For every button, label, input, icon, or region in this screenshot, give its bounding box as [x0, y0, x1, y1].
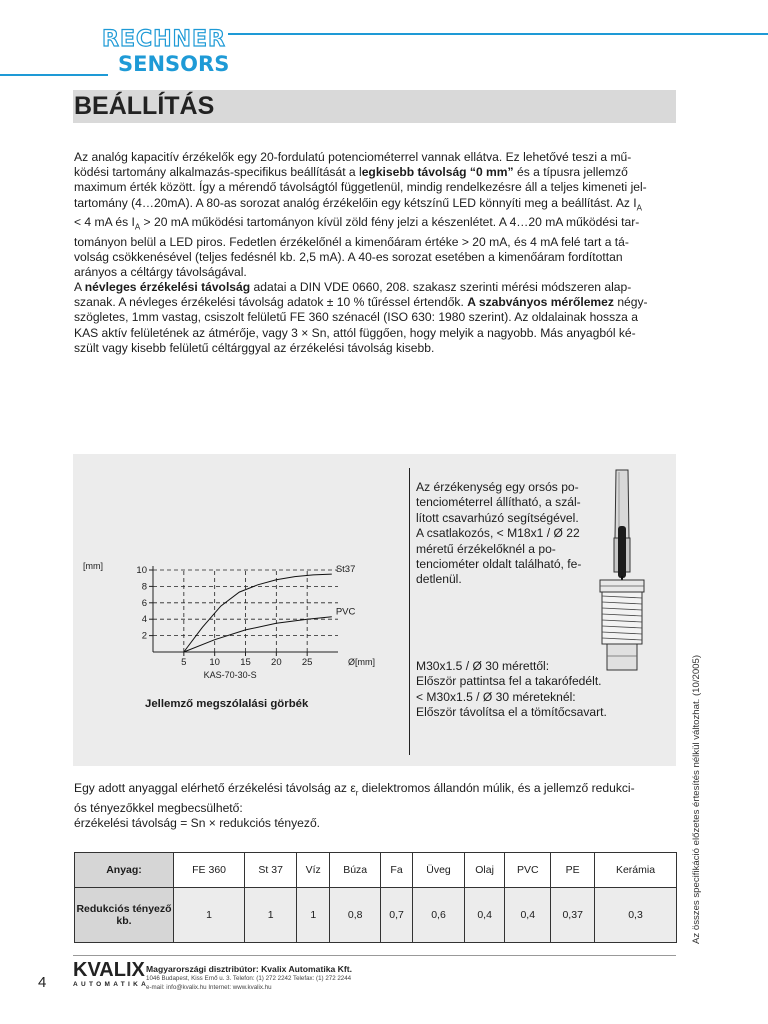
page-number: 4: [38, 974, 47, 991]
series-label-st37: St37: [335, 564, 356, 576]
table-header-cell: PVC: [505, 853, 551, 888]
chart-caption: Jellemző megszólalási görbék: [145, 698, 309, 710]
table-cell: 0,6: [412, 888, 464, 943]
table-cell: 1: [297, 888, 330, 943]
x-tick-label: 20: [271, 657, 282, 668]
x-tick-label: 15: [240, 657, 251, 668]
series-line-pvc: [184, 617, 332, 652]
brand-logo-sensors: SENSORS: [118, 52, 230, 76]
series-line-st37: [184, 574, 332, 652]
table-cell: 1: [174, 888, 245, 943]
table-header-cell: Anyag:: [75, 853, 174, 888]
x-tick-label: 10: [209, 657, 220, 668]
specification-disclaimer: Az összes specifikáció előzetes értesítés nélkül változhat. (10/2005): [691, 654, 702, 944]
y-tick-label: 6: [141, 597, 147, 609]
x-tick-label: 25: [301, 657, 313, 668]
reduction-factor-table: [74, 852, 677, 943]
response-curve-chart: [73, 540, 403, 690]
reduction-factor-paragraph: Egy adott anyaggal elérhető érzékelési távolság az $\varepsilon_r$ dielektromos állandón múlik, és a jellemző redukci- ós tényezőkkel megbecsülhető: érzékelési távolság = Sn × redukciós tényező.: [74, 781, 635, 830]
distributor-contact: e-mail: info@kvalix.hu Internet: www.kvalix.hu: [146, 984, 272, 991]
table-header-cell: Kerámia: [595, 853, 677, 888]
sensor-screwdriver-illustration: [580, 468, 670, 678]
x-tick-label: 5: [181, 657, 187, 668]
intro-paragraph: Az analóg kapacitív érzékelők egy 20-fordulatú potenciométerrel vannak ellátva. Ez lehetővé teszi a mű- ködési tartomány alkalmazás-specifikus beállítását a legkisebb távolság “0 mm” és a típusra jellemző maximum érték között. Így a mérendő távolságtól függetlenül, mindig rendelkezésre áll a teljes kimeneti jel- tartomány (4…20mA). A 80-as sorozat analóg érzékelőin egy kétszínű LED könnyíti meg a beállítást. Az $I_A$ < 4 mA és $I_A > 20$ mA működési tartományon kívül zöld fény jelzi a készenlétet. A 4…20 mA működési tar- tományon belül a LED piros. Fedetlen érzékelőnél a kimenőáram értéke > 20 mA, és 4 mA felé tart a tá- volság csökkenésével (teljes fedésnél kb. 2,5 mA). A 40-es sorozat esetében a kimenőáram fordítottan arányos a céltárgy távolságával.: [74, 150, 647, 280]
header-rule: [228, 33, 768, 35]
table-header-cell: Üveg: [412, 853, 464, 888]
logo-underline: [0, 74, 108, 76]
footer-rule: [73, 955, 676, 956]
table-row-label: Redukciós tényező kb.: [75, 888, 174, 943]
model-label: KAS-70-30-S: [203, 670, 257, 680]
distributor-name: Magyarországi disztribútor: Kvalix Automatika Kft.: [146, 964, 352, 974]
adjustment-description: Az érzékenység egy orsós po- tenciométerrel állítható, a szál- lított csavarhúzó segítségével. A csatlakozós, < M18x1 / Ø 22 méretű érzékelőknél a po- tenciométer oldalt található, fe- detlenül.: [416, 480, 582, 587]
table-cell: 0,4: [465, 888, 505, 943]
y-axis-label: [mm]: [83, 561, 103, 571]
table-cell: 0,37: [551, 888, 595, 943]
table-cell: 0,4: [505, 888, 551, 943]
table-cell: 0,7: [381, 888, 413, 943]
figure-divider: [409, 468, 410, 755]
table-header-cell: St 37: [245, 853, 297, 888]
table-row: [75, 888, 677, 943]
table-header-cell: Olaj: [465, 853, 505, 888]
brand-logo-rechner: RECHNER: [102, 27, 226, 52]
kvalix-logo-sub: AUTOMATIKA: [73, 981, 150, 988]
y-tick-label: 4: [141, 614, 147, 626]
table-cell: 1: [245, 888, 297, 943]
table-header-row: [75, 853, 677, 888]
series-label-pvc: PVC: [335, 606, 356, 618]
table-cell: 0,3: [595, 888, 677, 943]
table-cell: 0,8: [330, 888, 381, 943]
table-header-cell: FE 360: [174, 853, 245, 888]
page-title: BEÁLLÍTÁS: [74, 92, 215, 120]
kvalix-logo: KVALIX: [73, 959, 145, 981]
y-tick-label: 8: [141, 581, 147, 593]
y-tick-label: 2: [141, 630, 147, 642]
x-axis-label: Ø[mm]: [348, 657, 375, 667]
y-tick-label: 10: [136, 565, 147, 576]
m30-instructions: M30x1.5 / Ø 30 mérettől: Először pattintsa fel a takarófedélt. < M30x1.5 / Ø 30 méreteknél: Először távolítsa el a tömítőcsavart.: [416, 659, 607, 720]
table-header-cell: Víz: [297, 853, 330, 888]
sensing-distance-paragraph: A névleges érzékelési távolság adatai a DIN VDE 0660, 208. szakasz szerinti mérési módszeren alap- szanak. A névleges érzékelési távolság adatok ± 10 % tűréssel értendők. A szabványos mérőlemez négy- szögletes, 1mm vastag, csiszolt felületű FE 360 szénacél (ISO 630: 1980 szerint). Az oldalainak hossza a KAS aktív felületének az átmérője, vagy 3 × Sn, attól függően, hogy melyik a nagyobb. Más anyagból ké- szült vagy kisebb felületű céltárggyal az érzékelési távolság kisebb.: [74, 280, 648, 355]
table-header-cell: Fa: [381, 853, 413, 888]
table-header-cell: PE: [551, 853, 595, 888]
distributor-address: 1046 Budapest, Kiss Ernő u. 3. Telefon: (1) 272 2242 Telefax: (1) 272 2244: [146, 975, 352, 982]
table-header-cell: Búza: [330, 853, 381, 888]
